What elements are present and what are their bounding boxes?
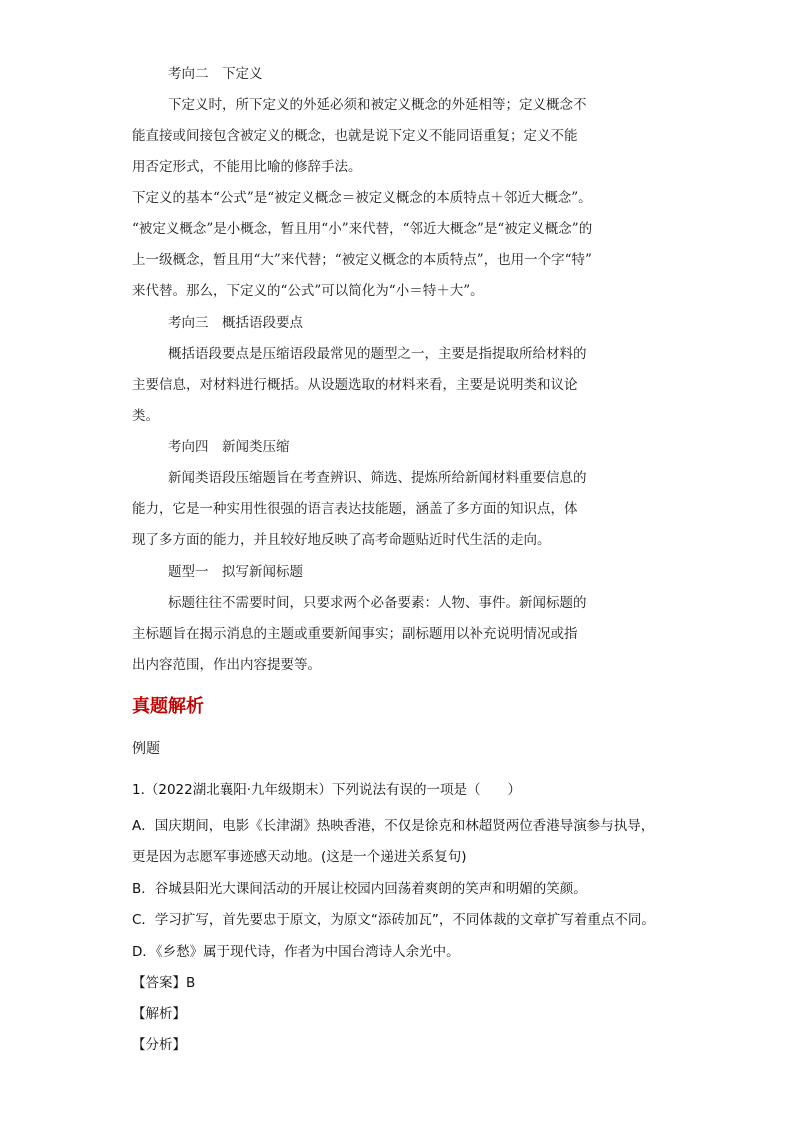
paragraph-line: 概括语段要点是压缩语段最常见的题型之一，主要是指提取所给材料的 <box>168 346 587 362</box>
paragraph-line: 主标题旨在揭示消息的主题或重要新闻事实；副标题用以补充说明情况或指 <box>132 626 578 642</box>
paragraph-line: 能直接或间接包含被定义的概念，也就是说下定义不能同语重复；定义不能 <box>132 128 578 144</box>
option-a-line-1: A．国庆期间，电影《长津湖》热映香港，不仅是徐克和林超贤两位香港导演参与执导， <box>132 818 655 834</box>
paragraph-line: 现了多方面的能力，并且较好地反映了高考命题贴近时代生活的走向。 <box>132 532 551 548</box>
paragraph-line: 来代替。那么，下定义的“公式”可以简化为“小＝特＋大”。 <box>132 283 484 299</box>
example-label: 例题 <box>132 741 160 757</box>
option-b: B．谷城县阳光大课间活动的开展让校园内回荡着爽朗的笑声和明媚的笑颜。 <box>132 881 587 897</box>
paragraph-line: “被定义概念”是小概念，暂且用“小”来代替，“邻近大概念”是“被定义概念”的 <box>132 221 593 237</box>
answer-label: 【答案】B <box>132 975 196 991</box>
paragraph-line: 用否定形式，不能用比喻的修辞手法。 <box>132 159 362 175</box>
option-d: D．《乡愁》属于现代诗，作者为中国台湾诗人余光中。 <box>132 944 460 960</box>
option-c: C．学习扩写，首先要忠于原文，为原文“添砖加瓦”，不同体裁的文章扩写着重点不同。 <box>132 912 655 928</box>
fenxi-label: 【分析】 <box>132 1037 186 1053</box>
option-a-line-2: 更是因为志愿军事迹感天动地。(这是一个递进关系复句) <box>132 849 467 865</box>
paragraph-line: 主要信息，对材料进行概括。从设题选取的材料来看，主要是说明类和议论 <box>132 377 578 393</box>
section-title-news: 考向四 新闻类压缩 <box>168 439 290 455</box>
section-title-headline: 题型一 拟写新闻标题 <box>168 564 303 580</box>
paragraph-line: 新闻类语段压缩题旨在考查辨识、筛选、提炼所给新闻材料重要信息的 <box>168 470 587 486</box>
paragraph-line: 下定义的基本“公式”是“被定义概念＝被定义概念的本质特点＋邻近大概念”。 <box>132 190 592 206</box>
section-heading: 真题解析 <box>132 696 204 717</box>
paragraph-line: 标题往往不需要时间，只要求两个必备要素：人物、事件。新闻标题的 <box>168 595 587 611</box>
paragraph-line: 能力，它是一种实用性很强的语言表达技能题，涵盖了多方面的知识点，体 <box>132 501 578 517</box>
paragraph-line: 出内容范围，作出内容提要等。 <box>132 657 321 673</box>
section-title-summary: 考向三 概括语段要点 <box>168 315 303 331</box>
section-title-definition: 考向二 下定义 <box>168 66 263 82</box>
question-text: 1.（2022湖北襄阳·九年级期末）下列说法有误的一项是（ ） <box>132 782 522 798</box>
analysis-label: 【解析】 <box>132 1006 186 1022</box>
paragraph-line: 类。 <box>132 408 159 424</box>
paragraph-line: 上一级概念，暂且用“大”来代替；“被定义概念的本质特点”，也用一个字“特” <box>132 252 592 268</box>
paragraph-line: 下定义时，所下定义的外延必须和被定义概念的外延相等；定义概念不 <box>168 97 587 113</box>
